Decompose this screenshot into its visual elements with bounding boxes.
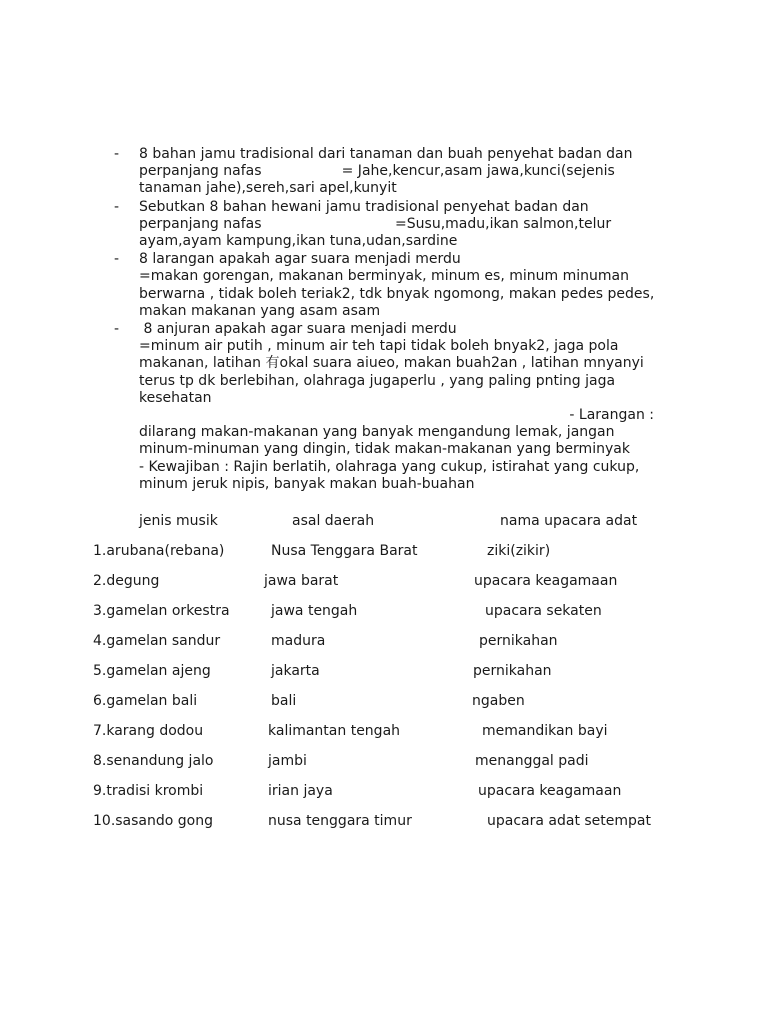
- cell-asal-daerah: nusa tenggara timur: [268, 813, 412, 829]
- cell-jenis-musik: 7.karang dodou: [93, 723, 204, 739]
- bullet-item: [114, 146, 674, 198]
- table-row: [0, 810, 768, 840]
- bullet-line: kesehatan: [139, 389, 212, 406]
- cell-asal-daerah: jambi: [268, 753, 307, 769]
- bullet-list: [114, 146, 674, 493]
- bullet-line: dilarang makan-makanan yang banyak mengandung lemak, jangan: [139, 424, 615, 441]
- cell-jenis-musik: 6.gamelan bali: [93, 693, 198, 709]
- table-row: [0, 750, 768, 780]
- cell-asal-daerah: jawa barat: [264, 573, 339, 589]
- cell-nama-upacara: pernikahan: [479, 633, 558, 649]
- bullet-line: perpanjang nafas = Jahe,kencur,asam jawa,kunci(sejenis: [139, 163, 615, 180]
- music-table: [0, 510, 768, 840]
- cell-nama-upacara: memandikan bayi: [482, 723, 608, 739]
- table-row: [0, 600, 768, 630]
- cell-asal-daerah: kalimantan tengah: [268, 723, 401, 739]
- bullet-item: [114, 199, 674, 251]
- bullet-line: =minum air putih , minum air teh tapi tidak boleh bnyak2, jaga pola: [139, 338, 619, 355]
- bullet-line: 8 bahan jamu tradisional dari tanaman dan buah penyehat badan dan: [139, 146, 633, 162]
- bullet-dash: -: [114, 321, 120, 338]
- header-jenis-musik: jenis musik: [139, 513, 218, 529]
- table-row: [0, 630, 768, 660]
- bullet-line: berwarna , tidak boleh teriak2, tdk bnyak ngomong, makan pedes pedes,: [139, 285, 655, 302]
- table-row: [0, 720, 768, 750]
- cell-nama-upacara: upacara keagamaan: [478, 783, 622, 799]
- bullet-line: makanan, latihan 有okal suara aiueo, makan buah2an , latihan mnyanyi: [139, 355, 644, 372]
- bullet-line: =makan gorengan, makanan berminyak, minum es, minum minuman: [139, 268, 629, 285]
- bullet-line: ayam,ayam kampung,ikan tuna,udan,sardine: [139, 233, 458, 250]
- cell-asal-daerah: jawa tengah: [271, 603, 358, 619]
- bullet-line: 8 anjuran apakah agar suara menjadi merdu: [139, 321, 457, 338]
- cell-jenis-musik: 1.arubana(rebana): [93, 543, 225, 559]
- cell-asal-daerah: madura: [271, 633, 326, 649]
- bullet-dash: -: [114, 198, 120, 215]
- bullet-line: minum-minuman yang dingin, tidak makan-makanan yang berminyak: [139, 441, 630, 458]
- cell-nama-upacara: upacara sekaten: [485, 603, 602, 619]
- cell-jenis-musik: 8.senandung jalo: [93, 753, 214, 769]
- cell-jenis-musik: 9.tradisi krombi: [93, 783, 204, 799]
- cell-asal-daerah: bali: [271, 693, 297, 709]
- table-row: [0, 570, 768, 600]
- bullet-item: [114, 251, 674, 320]
- cell-asal-daerah: irian jaya: [268, 783, 333, 799]
- cell-jenis-musik: 2.degung: [93, 573, 160, 589]
- table-row: [0, 660, 768, 690]
- cell-asal-daerah: Nusa Tenggara Barat: [271, 543, 418, 559]
- table-row: [0, 690, 768, 720]
- cell-nama-upacara: ziki(zikir): [487, 543, 551, 559]
- bullet-line: terus tp dk berlebihan, olahraga jugaperlu , yang paling pnting jaga: [139, 372, 616, 389]
- cell-nama-upacara: pernikahan: [473, 663, 552, 679]
- cell-jenis-musik: 10.sasando gong: [93, 813, 213, 829]
- bullet-line: tanaman jahe),sereh,sari apel,kunyit: [139, 180, 397, 197]
- cell-nama-upacara: upacara keagamaan: [474, 573, 618, 589]
- cell-asal-daerah: jakarta: [271, 663, 320, 679]
- bullet-line: minum jeruk nipis, banyak makan buah-buahan: [139, 475, 475, 492]
- cell-nama-upacara: upacara adat setempat: [487, 813, 651, 829]
- cell-jenis-musik: 5.gamelan ajeng: [93, 663, 211, 679]
- header-asal-daerah: asal daerah: [292, 513, 375, 529]
- bullet-line: - Kewajiban : Rajin berlatih, olahraga yang cukup, istirahat yang cukup,: [139, 458, 640, 475]
- cell-jenis-musik: 4.gamelan sandur: [93, 633, 221, 649]
- table-row: [0, 780, 768, 810]
- bullet-dash: -: [114, 146, 120, 162]
- cell-jenis-musik: 3.gamelan orkestra: [93, 603, 230, 619]
- bullet-line: perpanjang nafas =Susu,madu,ikan salmon,telur: [139, 215, 612, 232]
- cell-nama-upacara: menanggal padi: [475, 753, 589, 769]
- bullet-line: 8 larangan apakah agar suara menjadi merdu: [139, 251, 461, 268]
- bullet-line: Sebutkan 8 bahan hewani jamu tradisional penyehat badan dan: [139, 198, 589, 215]
- header-nama-upacara: nama upacara adat: [500, 513, 638, 529]
- bullet-dash: -: [114, 251, 120, 268]
- table-header-row: [0, 510, 768, 540]
- bullet-line: makan makanan yang asam asam: [139, 302, 381, 319]
- cell-nama-upacara: ngaben: [472, 693, 525, 709]
- bullet-item: [114, 321, 674, 493]
- larangan-heading: - Larangan :: [569, 407, 654, 424]
- table-row: [0, 540, 768, 570]
